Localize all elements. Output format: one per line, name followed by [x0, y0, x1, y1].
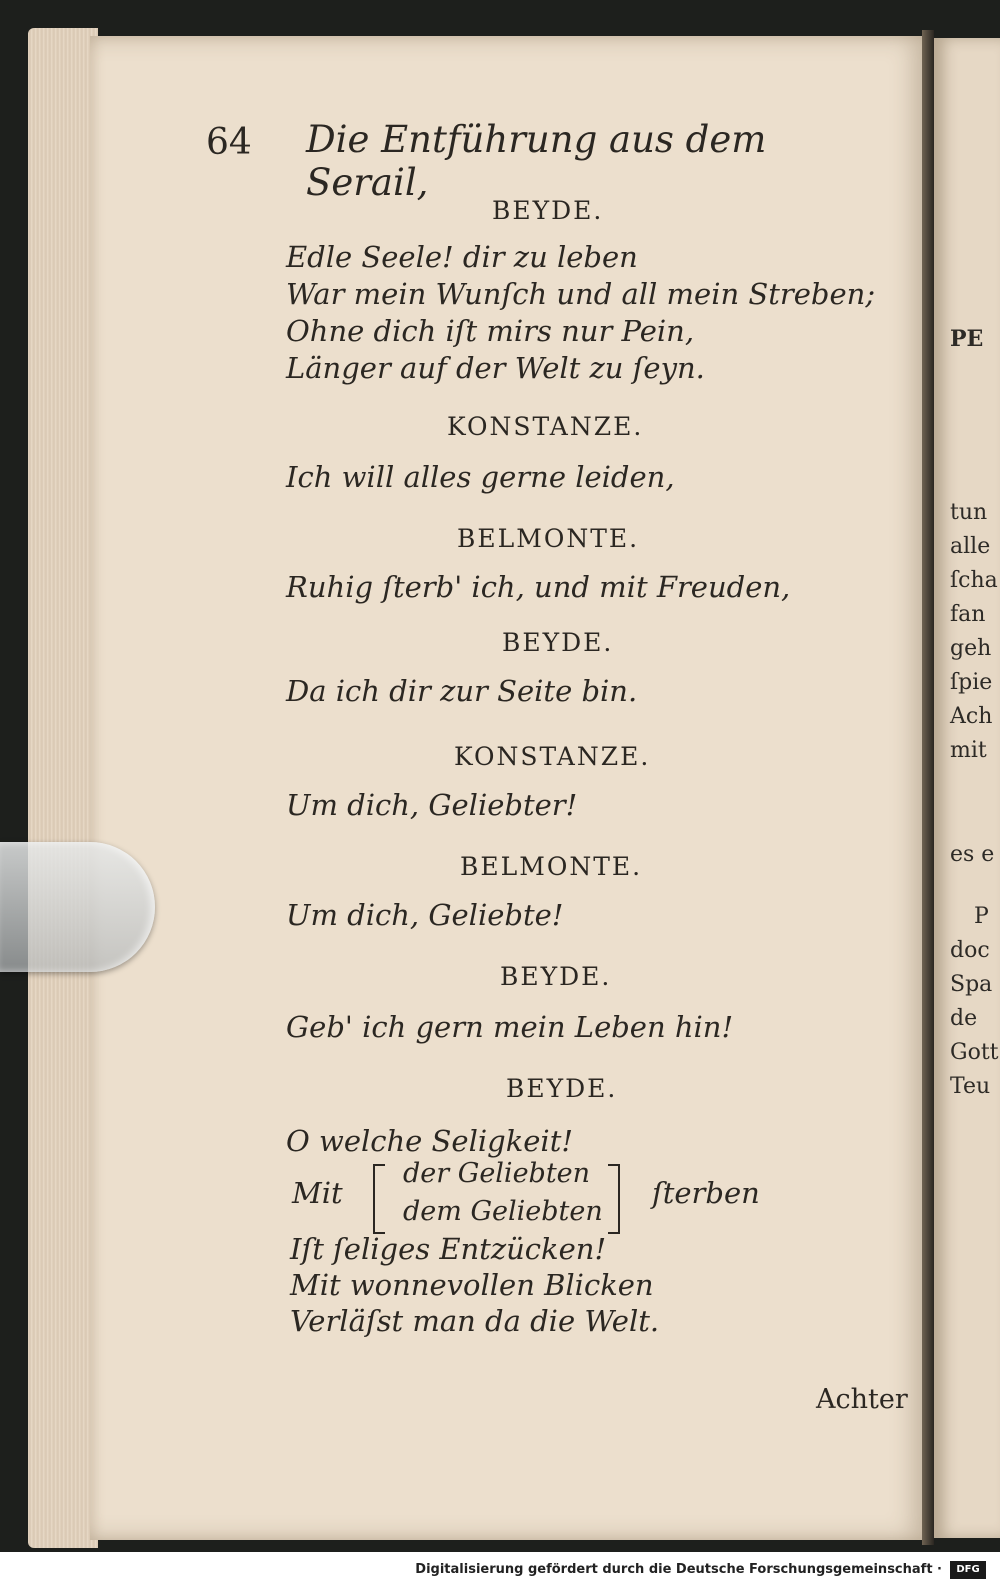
- verse-line: Da ich dir zur Seite bin.: [286, 674, 638, 708]
- right-page-fragment: P: [974, 904, 989, 929]
- verse-line: Edle Seele! dir zu leben: [286, 240, 638, 274]
- dfg-logo-icon: DFG: [950, 1561, 986, 1579]
- speaker-heading: BEYDE.: [506, 1074, 618, 1103]
- right-page-fragment: Teu: [950, 1074, 991, 1099]
- verse-line: Ruhig ſterb' ich, und mit Freuden,: [286, 570, 791, 604]
- verse-line: War mein Wunſch und all mein Streben;: [286, 277, 876, 311]
- book-gutter: [922, 30, 934, 1545]
- verse-line: Um dich, Geliebter!: [286, 788, 578, 822]
- right-page-fragment: tun: [950, 500, 988, 525]
- verse-line: Um dich, Geliebte!: [286, 898, 564, 932]
- book-page-right: [934, 38, 1000, 1538]
- right-page-fragment: Ach: [950, 704, 993, 729]
- verse-line: Länger auf der Welt zu ſeyn.: [286, 351, 705, 385]
- verse-line: Ohne dich iſt mirs nur Pein,: [286, 314, 695, 348]
- speaker-heading: BEYDE.: [502, 628, 614, 657]
- funding-notice: Digitalisierung gefördert durch die Deutsche Forschungsgemeinschaft ·: [415, 1562, 942, 1577]
- right-page-fragment: fan: [950, 602, 986, 627]
- page-clip-holder: [0, 842, 155, 972]
- book-fore-edge: [28, 28, 98, 1548]
- verse-line: Ich will alles gerne leiden,: [286, 460, 675, 494]
- verse-line: Verläſst man da die Welt.: [290, 1304, 660, 1338]
- catchword: Achter: [816, 1384, 908, 1415]
- brace-suffix: ſterben: [652, 1176, 760, 1210]
- brace-prefix: Mit: [292, 1176, 343, 1210]
- speaker-heading: BELMONTE.: [460, 852, 643, 881]
- right-brace: [608, 1164, 620, 1234]
- speaker-heading: BELMONTE.: [457, 524, 640, 553]
- right-page-fragment: es e: [950, 842, 995, 867]
- page-number: 64: [206, 122, 252, 163]
- verse-line: Geb' ich gern mein Leben hin!: [286, 1010, 734, 1044]
- page-header: [206, 118, 846, 204]
- speaker-heading: BEYDE.: [500, 962, 612, 991]
- right-page-fragment: mit: [950, 738, 987, 763]
- speaker-heading: KONSTANZE.: [454, 742, 651, 771]
- left-brace: [373, 1164, 385, 1234]
- right-page-fragment: ſpie: [950, 670, 993, 695]
- brace-line-bottom: dem Geliebten: [403, 1196, 603, 1227]
- verse-line: Mit wonnevollen Blicken: [290, 1268, 654, 1302]
- running-title: Die Entführung aus dem Serail,: [306, 118, 767, 204]
- right-page-fragment: alle: [950, 534, 991, 559]
- brace-line-top: der Geliebten: [403, 1158, 591, 1189]
- right-page-fragment: de: [950, 1006, 978, 1031]
- verse-line: Iſt ſeliges Entzücken!: [290, 1232, 607, 1266]
- right-page-fragment: doc: [950, 938, 990, 963]
- right-page-fragment: geh: [950, 636, 992, 661]
- right-page-fragment: Gott: [950, 1040, 999, 1065]
- verse-line: O welche Seligkeit!: [286, 1124, 574, 1158]
- right-page-fragment: Spa: [950, 972, 993, 997]
- speaker-heading: BEYDE.: [492, 196, 604, 225]
- footer-bar: [0, 1552, 1000, 1590]
- right-page-fragment: PE: [950, 326, 984, 352]
- right-page-fragment: ſcha: [950, 568, 998, 593]
- speaker-heading: KONSTANZE.: [447, 412, 644, 441]
